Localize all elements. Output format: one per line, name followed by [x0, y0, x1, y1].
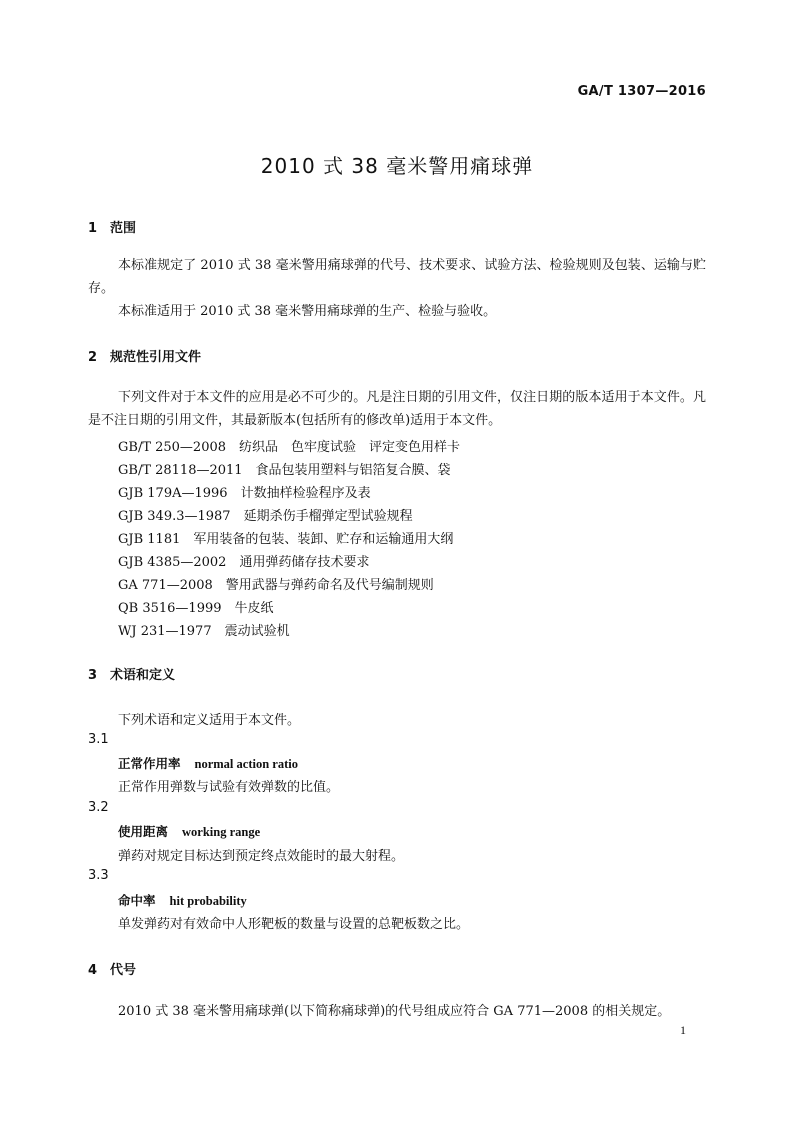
document-title: 2010 式 38 毫米警用痛球弹 — [260, 154, 534, 178]
section-2-heading — [88, 346, 201, 365]
term-english: normal action ratio — [194, 757, 298, 771]
standard-code: GA/T 1307—2016 — [577, 84, 706, 99]
section-number: 4 — [88, 963, 98, 978]
section-title: 代号 — [110, 963, 137, 978]
reference-item: GJB 349.3—1987 延期杀伤手榴弹定型试验规程 — [118, 509, 413, 524]
reference-item: GB/T 250—2008 纺织品 色牢度试验 评定变色用样卡 — [118, 440, 461, 455]
term-chinese: 使用距离 — [118, 824, 169, 839]
term-heading — [118, 891, 247, 909]
term-definition: 正常作用弹数与试验有效弹数的比值。 — [118, 780, 340, 795]
reference-item: GJB 1181 军用装备的包装、装卸、贮存和运输通用大纲 — [118, 532, 454, 547]
section-number: 1 — [88, 221, 98, 236]
section-number: 3 — [88, 668, 98, 683]
term-chinese: 命中率 — [118, 893, 156, 908]
term-number: 3.1 — [88, 732, 109, 747]
section-4-paragraph: 2010 式 38 毫米警用痛球弹(以下简称痛球弹)的代号组成应符合 GA 771—2008 的相关规定。 — [118, 1004, 671, 1019]
section-3-intro: 下列术语和定义适用于本文件。 — [118, 713, 301, 728]
section-1-heading — [88, 217, 136, 236]
term-chinese: 正常作用率 — [118, 756, 181, 771]
term-number: 3.2 — [88, 800, 109, 815]
section-4-heading — [88, 959, 136, 978]
section-1-paragraph-1: 本标准规定了 2010 式 38 毫米警用痛球弹的代号、技术要求、试验方法、检验规则及包装、运输与贮存。 — [88, 258, 706, 296]
term-english: hit probability — [169, 894, 247, 908]
reference-item: GJB 179A—1996 计数抽样检验程序及表 — [118, 486, 371, 501]
section-number: 2 — [88, 350, 98, 365]
term-heading — [118, 822, 260, 840]
term-definition: 弹药对规定目标达到预定终点效能时的最大射程。 — [118, 849, 405, 864]
section-1-paragraph-2: 本标准适用于 2010 式 38 毫米警用痛球弹的生产、检验与验收。 — [118, 304, 497, 319]
reference-item: GA 771—2008 警用武器与弹药命名及代号编制规则 — [118, 578, 434, 593]
reference-item: GB/T 28118—2011 食品包装用塑料与铝箔复合膜、袋 — [118, 463, 451, 478]
term-number: 3.3 — [88, 868, 109, 883]
section-title: 规范性引用文件 — [110, 350, 202, 365]
page-number: 1 — [680, 1023, 686, 1037]
section-title: 术语和定义 — [110, 668, 176, 683]
term-english: working range — [182, 825, 261, 839]
term-heading — [118, 754, 298, 772]
reference-item: QB 3516—1999 牛皮纸 — [118, 601, 274, 616]
section-title: 范围 — [110, 221, 137, 236]
section-3-heading — [88, 664, 175, 683]
term-definition: 单发弹药对有效命中人形靶板的数量与设置的总靶板数之比。 — [118, 917, 470, 932]
reference-item: GJB 4385—2002 通用弹药储存技术要求 — [118, 555, 370, 570]
section-2-intro: 下列文件对于本文件的应用是必不可少的。凡是注日期的引用文件，仅注日期的版本适用于本文件。凡是不注日期的引用文件，其最新版本(包括所有的修改单)适用于本文件。 — [88, 390, 706, 428]
reference-item: WJ 231—1977 震动试验机 — [118, 624, 290, 639]
